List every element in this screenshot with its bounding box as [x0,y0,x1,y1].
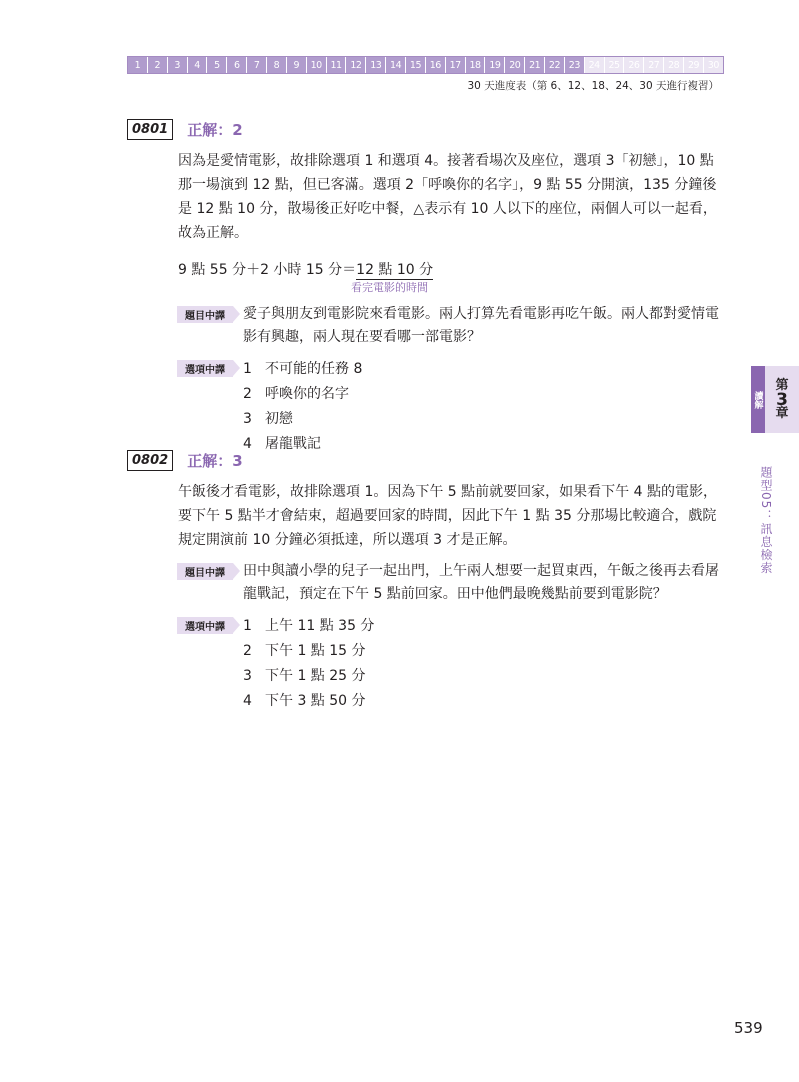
options-translation-tag: 選項中譯 [177,617,233,634]
progress-day-11: 11 [327,57,347,73]
explanation-text: 午飯後才看電影，故排除選項 1。因為下午 5 點前就要回家，如果看下午 4 點的電影，要下午 5 點半才會結束，超過要回家的時間，因此下午 1 點 35 分那場比較適合，戲院規定開演前 10 分鐘必須抵達，所以選項 3 才是正解。 [178,484,717,548]
option-item: 1 不可能的任務 8 [243,361,363,377]
progress-day-7: 7 [247,57,267,73]
options-list [243,614,374,714]
chapter-label: 第 3 章 [775,377,789,421]
correct-answer: 正解：3 [187,451,243,470]
option-item: 1 上午 11 點 35 分 [243,618,375,634]
options-list [243,357,362,457]
formula-result: 12 點 10 分 [356,262,434,278]
option-item: 2 呼喚你的名字 [243,386,349,402]
question-type-label: 題型05：訊息檢索 [759,466,773,575]
progress-day-4: 4 [188,57,208,73]
option-item: 4 下午 3 點 50 分 [243,693,366,709]
progress-day-23: 23 [565,57,585,73]
progress-day-6: 6 [227,57,247,73]
question-translation-tag: 題目中譯 [177,563,233,580]
formula-note: 看完電影的時間 [351,281,428,294]
progress-day-26: 26 [624,57,644,73]
answer-entry-0801 [127,117,727,457]
progress-day-19: 19 [485,57,505,73]
progress-day-5: 5 [207,57,227,73]
progress-tracker [127,56,724,74]
progress-day-24: 24 [585,57,605,73]
progress-day-10: 10 [307,57,327,73]
question-translation-tag: 題目中譯 [177,306,233,323]
answer-entry-0802 [127,448,727,714]
progress-day-12: 12 [346,57,366,73]
progress-day-9: 9 [287,57,307,73]
option-item: 4 屠龍戰記 [243,436,321,452]
option-item: 3 下午 1 點 25 分 [243,668,366,684]
question-translation: 愛子與朋友到電影院來看電影。兩人打算先看電影再吃午飯。兩人都對愛情電影有興趣，兩人現在要看哪一部電影？ [243,306,719,345]
option-item: 3 初戀 [243,411,293,427]
progress-day-25: 25 [605,57,625,73]
options-translation-tag: 選項中譯 [177,360,233,377]
explanation-text: 因為是愛情電影，故排除選項 1 和選項 4。接著看場次及座位，選項 3「初戀」，10 點那一場演到 12 點，但已客滿。選項 2「呼喚你的名字」，9 點 55 分開演，135 分鐘後是 12 點 10 分，散場後正好吃中餐，△表示有 10 人以下的座位，兩個人可以一起看，故為正解。 [178,153,717,241]
question-number: 0802 [127,450,173,471]
progress-day-8: 8 [267,57,287,73]
page-number: 539 [734,1019,763,1037]
progress-caption: 30 天進度表（第 6、12、18、24、30 天進行複習） [467,80,719,92]
chapter-tab [751,366,799,433]
progress-day-30: 30 [704,57,723,73]
progress-day-28: 28 [664,57,684,73]
option-item: 2 下午 1 點 15 分 [243,643,366,659]
progress-day-3: 3 [168,57,188,73]
progress-day-18: 18 [466,57,486,73]
progress-day-2: 2 [148,57,168,73]
progress-day-13: 13 [366,57,386,73]
section-label: 讀解 [751,366,765,433]
progress-day-17: 17 [446,57,466,73]
progress-day-14: 14 [386,57,406,73]
progress-day-22: 22 [545,57,565,73]
progress-day-1: 1 [128,57,148,73]
progress-day-29: 29 [684,57,704,73]
progress-day-27: 27 [644,57,664,73]
correct-answer: 正解：2 [187,120,243,139]
question-translation: 田中與讀小學的兒子一起出門，上午兩人想要一起買東西，午飯之後再去看屠龍戰記，預定在下午 5 點前回家。田中他們最晚幾點前要到電影院？ [243,563,719,602]
question-number: 0801 [127,119,173,140]
progress-day-21: 21 [525,57,545,73]
progress-day-20: 20 [505,57,525,73]
time-formula [178,259,727,299]
progress-day-16: 16 [426,57,446,73]
formula-expression: 9 點 55 分＋2 小時 15 分＝ [178,262,357,278]
progress-day-15: 15 [406,57,426,73]
